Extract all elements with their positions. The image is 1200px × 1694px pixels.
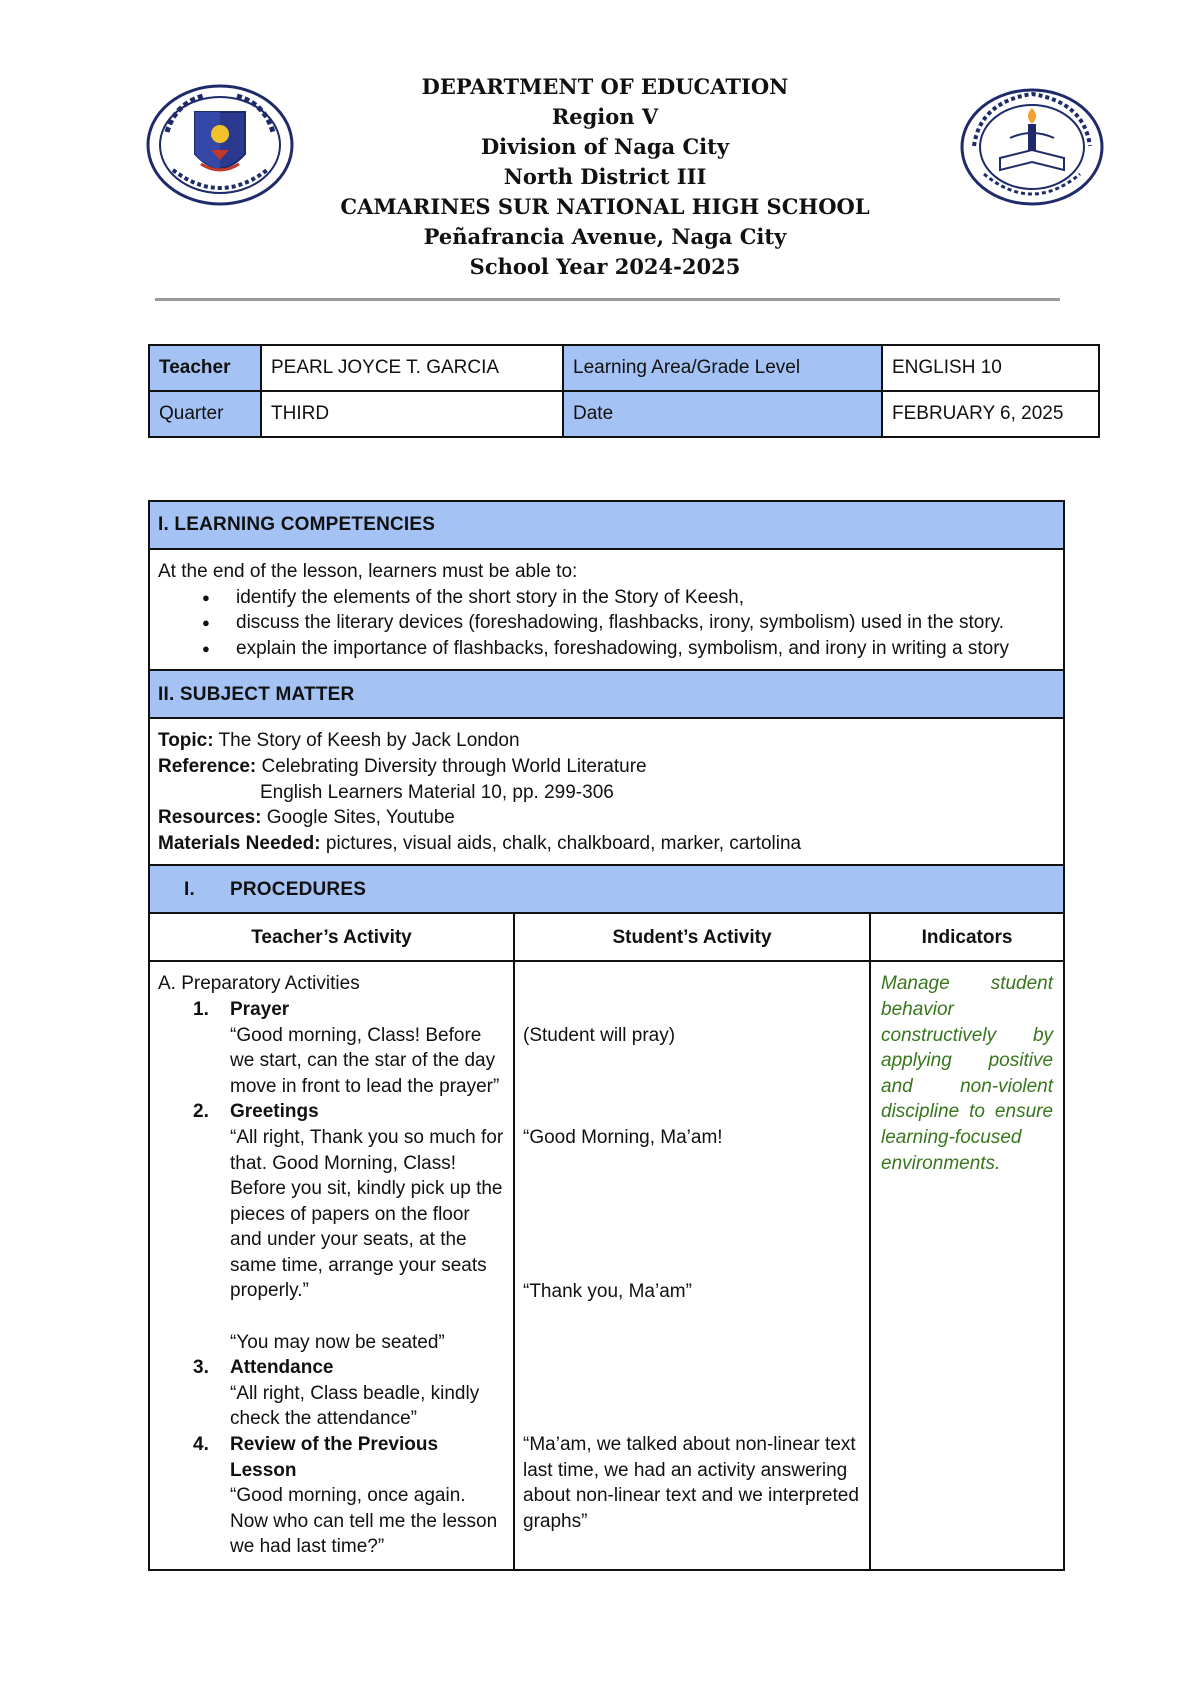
materials-value: pictures, visual aids, chalk, chalkboard, marker, cartolina xyxy=(320,832,802,854)
header-divider xyxy=(155,298,1060,301)
learning-area-value: ENGLISH 10 xyxy=(882,345,1099,391)
teacher-activity-cell xyxy=(149,961,514,1570)
step-title: Review of the Previous Lesson xyxy=(230,1434,439,1481)
info-row xyxy=(149,391,1099,437)
lesson-info-table xyxy=(148,344,1100,438)
list-item: ● identify the elements of the short story in the Story of Keesh, xyxy=(236,585,1055,611)
step-number: 1. xyxy=(193,998,209,1020)
procedures-number: I. xyxy=(184,878,195,900)
prayer-teacher-text: “Good morning, Class! Before we start, can the star of the day move in front to lead the prayer” xyxy=(230,1024,500,1097)
prep-activities-title: A. Preparatory Activities xyxy=(158,973,360,995)
teacher-label: Teacher xyxy=(149,345,261,391)
indicator-cell: Manage student behavior constructively by applying positive and non-violent discipline to ensure learning-focused environments. xyxy=(870,961,1064,1570)
step-number: 2. xyxy=(193,1101,209,1123)
header-address: Peñafrancia Avenue, Naga City xyxy=(423,224,787,249)
step-title: Prayer xyxy=(230,998,290,1020)
subject-matter-body xyxy=(149,718,1064,865)
step-review xyxy=(158,1432,505,1483)
school-seal-graphic xyxy=(960,88,1105,206)
attendance-teacher-text: “All right, Class beadle, kindly check the attendance” xyxy=(230,1382,480,1430)
deped-seal-logo xyxy=(145,84,295,206)
spacer xyxy=(158,1304,505,1330)
spacer xyxy=(523,1048,861,1125)
indicators-header: Indicators xyxy=(870,913,1064,961)
resources-value: Google Sites, Youtube xyxy=(261,807,455,829)
date-value: FEBRUARY 6, 2025 xyxy=(882,391,1099,437)
student-prayer-text: (Student will pray) xyxy=(523,1024,676,1046)
header-department: DEPARTMENT OF EDUCATION xyxy=(421,74,789,99)
step-number: 4. xyxy=(193,1434,209,1456)
student-activity-header: Student’s Activity xyxy=(514,913,870,961)
reference-label: Reference: xyxy=(158,755,257,777)
spacer xyxy=(523,1151,861,1279)
learning-area-label: Learning Area/Grade Level xyxy=(563,345,882,391)
lesson-plan-table xyxy=(148,500,1065,1571)
step-attendance xyxy=(158,1355,505,1381)
teacher-value: PEARL JOYCE T. GARCIA xyxy=(261,345,563,391)
info-row xyxy=(149,345,1099,391)
step-greetings xyxy=(158,1099,505,1125)
quarter-label: Quarter xyxy=(149,391,261,437)
step-title: Attendance xyxy=(230,1357,334,1379)
resources-line xyxy=(158,805,1055,831)
student-activity-cell xyxy=(514,961,870,1570)
header-district: North District III xyxy=(503,164,707,189)
step-title: Greetings xyxy=(230,1101,319,1123)
procedures-title: PROCEDURES xyxy=(230,878,367,900)
date-label: Date xyxy=(563,391,882,437)
topic-line xyxy=(158,728,1055,754)
greetings-teacher-text-2: “You may now be seated” xyxy=(230,1331,445,1353)
reference-line-2: English Learners Material 10, pp. 299-306 xyxy=(260,781,614,803)
subject-matter-heading: II. SUBJECT MATTER xyxy=(149,670,1064,718)
list-item: ● explain the importance of flashbacks, foreshadowing, symbolism, and irony in writing a story xyxy=(236,636,1055,662)
header-school-year: School Year 2024-2025 xyxy=(469,254,741,279)
deped-seal-graphic xyxy=(145,84,295,206)
header-division: Division of Naga City xyxy=(480,134,730,159)
school-seal-logo xyxy=(960,88,1105,206)
topic-value: The Story of Keesh by Jack London xyxy=(213,730,520,752)
resources-label: Resources: xyxy=(158,807,262,829)
competencies-intro: At the end of the lesson, learners must be able to: xyxy=(158,561,578,582)
greetings-teacher-text: “All right, Thank you so much for that. Good Morning, Class! Before you sit, kindly pick up the pieces of papers on the floor and under your seats, at the same time, arrange your seats properly.” xyxy=(230,1126,504,1302)
spacer xyxy=(523,971,861,1022)
list-item: ● discuss the literary devices (foreshadowing, flashbacks, irony, symbolism) used in the story. xyxy=(236,610,1055,636)
header-school: CAMARINES SUR NATIONAL HIGH SCHOOL xyxy=(340,194,870,219)
school-header xyxy=(300,72,910,282)
student-thanks-text: “Thank you, Ma’am” xyxy=(523,1280,692,1302)
review-teacher-text: “Good morning, once again. Now who can tell me the lesson we had last time?” xyxy=(230,1485,498,1558)
teacher-activity-header: Teacher’s Activity xyxy=(149,913,514,961)
competencies-heading: I. LEARNING COMPETENCIES xyxy=(149,501,1064,549)
spacer xyxy=(523,1304,861,1432)
step-prayer xyxy=(158,997,505,1023)
topic-label: Topic: xyxy=(158,730,214,752)
student-greeting-text: “Good Morning, Ma’am! xyxy=(523,1126,723,1148)
competencies-list xyxy=(158,585,1055,662)
quarter-value: THIRD xyxy=(261,391,563,437)
reference-line xyxy=(158,754,1055,780)
competencies-body xyxy=(149,549,1064,670)
materials-line xyxy=(158,831,1055,857)
procedures-heading xyxy=(149,865,1064,913)
materials-label: Materials Needed: xyxy=(158,832,321,854)
header-region: Region V xyxy=(551,104,659,129)
student-review-text: “Ma’am, we talked about non-linear text last time, we had an activity answering about non-linear text and we interpreted graphs” xyxy=(523,1434,859,1532)
reference-value: Celebrating Diversity through World Literature xyxy=(256,755,647,777)
step-number: 3. xyxy=(193,1357,209,1379)
